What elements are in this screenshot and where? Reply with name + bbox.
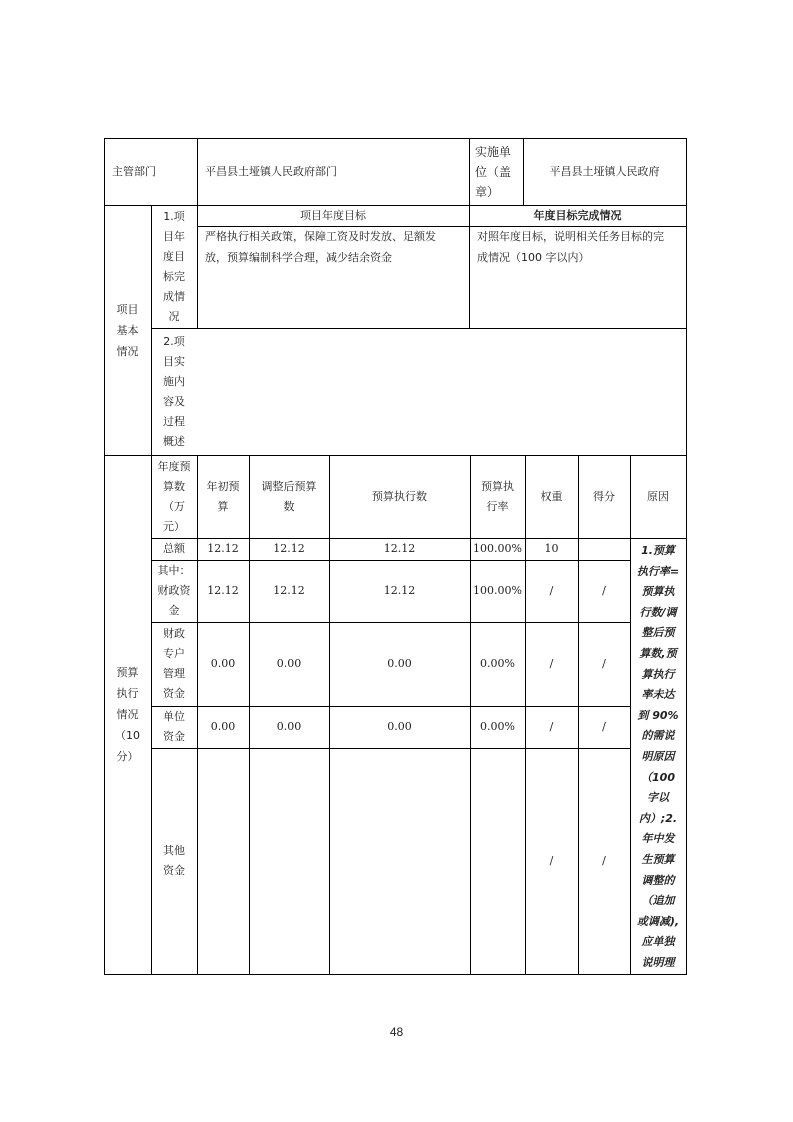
reason-note-line: 应单独 (641, 935, 675, 949)
cell-weight: / (549, 584, 554, 597)
table-border (104, 974, 687, 975)
dept-label: 主管部门 (112, 164, 156, 178)
reason-note-line: 1.预算 (641, 544, 675, 557)
reason-note-line: 率未达 (641, 688, 675, 702)
cell-adjusted: 12.12 (273, 584, 305, 597)
basic-section-text: 项目基本情况 (116, 302, 139, 358)
header-executed: 预算执行数 (372, 489, 427, 503)
cell-score: / (602, 584, 606, 597)
item2-label (151, 328, 197, 455)
header-reason: 原因 (647, 489, 669, 503)
reason-note-line: 生预算 (641, 852, 675, 866)
row-label (151, 748, 197, 974)
row-label: 总额 (163, 542, 185, 555)
reason-note-line: 算数,预 (639, 646, 677, 660)
row-label-text: 其他资金 (163, 844, 185, 877)
header-initial (197, 455, 249, 538)
reason-note-line: 整后预 (641, 626, 675, 640)
cell-rate: 100.00% (473, 542, 522, 555)
cell-score: / (602, 854, 606, 867)
cell-weight: / (549, 854, 554, 867)
reason-note-line: 或调减), (636, 914, 680, 928)
header-annual-text: 年度预算数（万元） (157, 459, 191, 533)
row-label-text: 财政专户管理资金 (163, 627, 185, 700)
header-score: 得分 (593, 489, 615, 503)
reason-note-line: 内）;2. (638, 811, 678, 825)
cell-weight: 10 (544, 542, 559, 555)
goal-text-line: 放，预算编制科学合理，减少结余资金 (205, 251, 392, 264)
completion-text-line: 对照年度目标，说明相关任务目标的完 (477, 230, 664, 243)
cell-initial (197, 748, 249, 974)
header-initial-text: 年初预算 (206, 479, 240, 513)
header-rate (470, 455, 525, 538)
header-annual (151, 455, 197, 538)
cell-adjusted (249, 748, 329, 974)
reason-note-line: 算执行 (641, 667, 675, 681)
dept-value: 平昌县土垭镇人民政府部门 (205, 164, 337, 178)
cell-executed: 0.00 (387, 657, 412, 670)
reason-note (630, 538, 686, 974)
page-number: 48 (389, 1025, 404, 1039)
header-weight: 权重 (540, 489, 563, 503)
unit-label (469, 138, 523, 205)
item1-label (151, 205, 197, 328)
goal-header: 项目年度目标 (300, 208, 366, 222)
cell-executed: 0.00 (387, 720, 412, 733)
cell-rate (470, 748, 525, 974)
cell-rate: 0.00% (480, 720, 515, 733)
reason-note-line: 明原因 (641, 749, 675, 763)
row-label (151, 706, 197, 748)
cell-initial: 0.00 (210, 657, 236, 670)
completion-text (469, 226, 686, 328)
completion-text-line: 成情况（100 字以内） (477, 251, 590, 264)
cell-executed: 12.12 (383, 584, 416, 597)
cell-initial: 0.00 (210, 720, 236, 733)
basic-section-label (104, 205, 151, 455)
table-border (686, 138, 687, 975)
cell-executed: 12.12 (383, 542, 416, 555)
cell-rate: 0.00% (480, 657, 515, 670)
reason-note-line: 说明理 (641, 955, 675, 969)
header-adjusted (249, 455, 329, 538)
reason-note-line: 的需说 (641, 729, 675, 743)
cell-weight: / (549, 657, 554, 670)
header-adjusted-text: 调整后预算数 (261, 479, 317, 513)
reason-note-line: 行数/调 (639, 605, 677, 619)
cell-score: / (602, 720, 606, 733)
reason-note-line: 预算执 (641, 585, 675, 599)
goal-text-line: 严格执行相关政策，保障工资及时发放、足额发 (205, 230, 436, 243)
item2-value (197, 328, 686, 455)
unit-value: 平昌县土垭镇人民政府 (549, 164, 660, 178)
reason-note-line: 到 90% (637, 708, 679, 722)
cell-score: / (602, 657, 606, 670)
cell-initial: 12.12 (207, 542, 239, 555)
cell-score (578, 538, 630, 560)
goal-text (197, 226, 469, 328)
cell-rate: 100.00% (473, 584, 522, 597)
unit-label-text: 实施单位（盖章） (475, 144, 512, 199)
row-label-text: 其中：财政资金 (157, 564, 191, 617)
completion-header: 年度目标完成情况 (533, 208, 622, 222)
cell-adjusted: 12.12 (273, 542, 305, 555)
budget-section-label (104, 455, 151, 974)
reason-note-line: 执行率= (636, 564, 680, 578)
header-rate-text: 预算执行率 (481, 479, 514, 513)
row-label (151, 560, 197, 622)
cell-initial: 12.12 (207, 584, 239, 597)
item1-label-text: 1.项目年度目标完成情况 (163, 209, 185, 323)
reason-note-line: 调整的 (641, 873, 675, 887)
cell-weight: / (549, 720, 554, 733)
reason-note-line: 年中发 (641, 832, 675, 846)
row-label (151, 622, 197, 706)
reason-note-line: （100 (641, 770, 675, 784)
reason-note-line: （追加 (641, 894, 675, 908)
budget-section-text: 预算执行情况（10分） (115, 666, 140, 763)
cell-adjusted: 0.00 (276, 720, 302, 733)
item2-label-text: 2.项目实施内容及过程概述 (163, 334, 185, 448)
cell-adjusted: 0.00 (276, 657, 302, 670)
row-label-text: 单位资金 (163, 710, 185, 743)
cell-executed (329, 748, 470, 974)
reason-note-line: 字以 (647, 791, 669, 805)
